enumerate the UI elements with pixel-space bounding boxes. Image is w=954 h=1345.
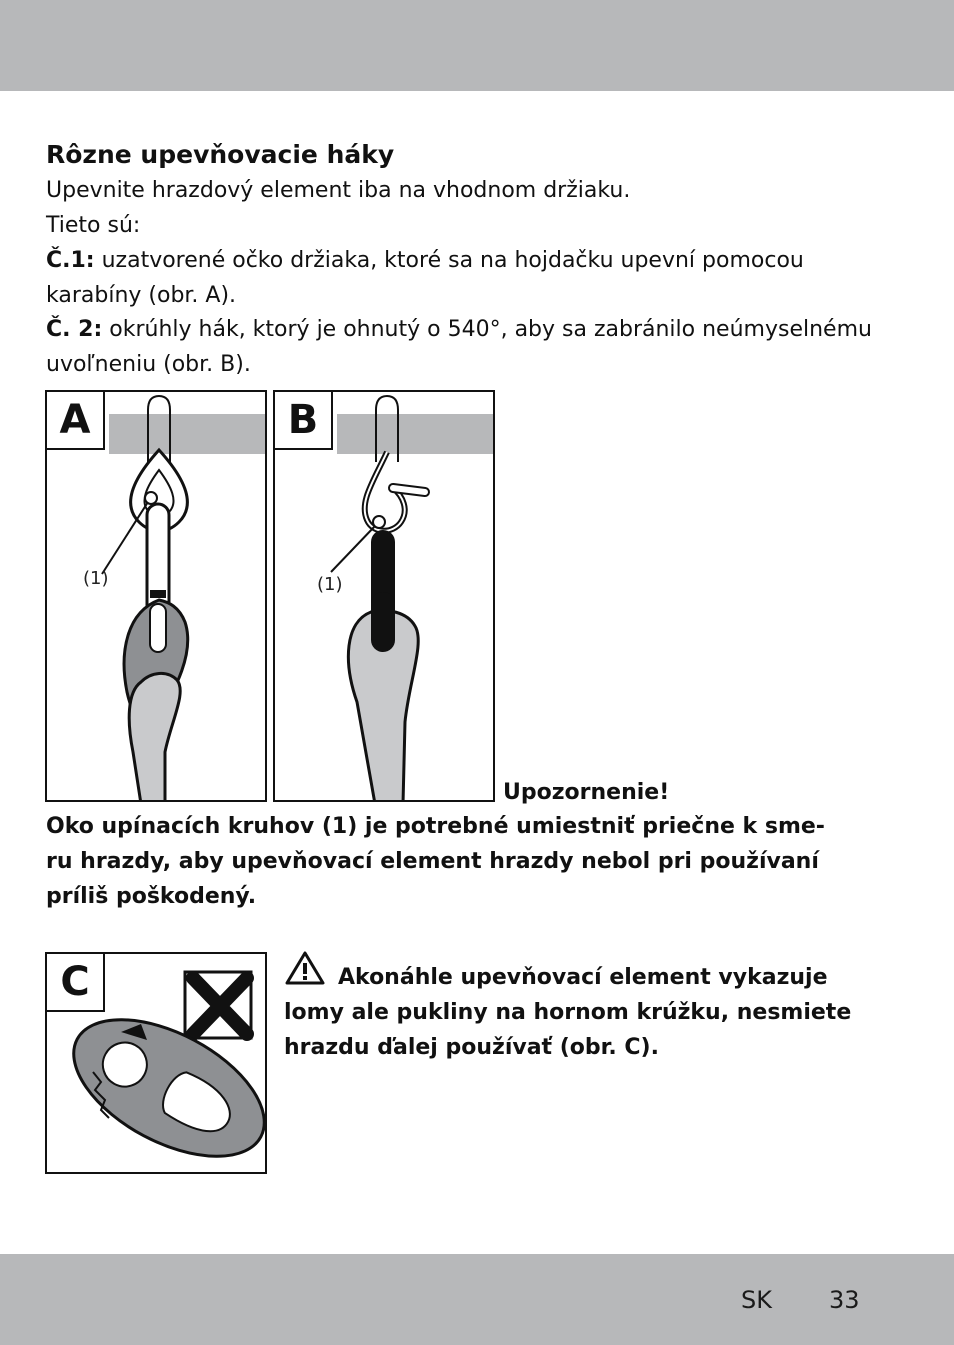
item-1-line-2: karabíny (obr. A).: [46, 283, 237, 308]
figure-c: [45, 952, 267, 1174]
figure-a-callout: (1): [83, 568, 109, 589]
notice-title: Upozornenie!: [503, 780, 670, 805]
figure-b-label: B: [275, 392, 333, 450]
item-2-line: [46, 313, 872, 347]
intro-line-2: Tieto sú:: [46, 213, 141, 238]
section-heading: Rôzne upevňovacie háky: [46, 140, 395, 169]
figure-c-label: C: [47, 954, 105, 1012]
figure-a-label: A: [47, 392, 105, 450]
item-2-text: okrúhly hák, ktorý je ohnutý o 540°, aby sa zabránilo neúmyselnému: [102, 317, 872, 342]
figure-a: [45, 390, 267, 802]
item-1-line: [46, 244, 804, 278]
item-2-line-2: uvoľneniu (obr. B).: [46, 352, 251, 377]
item-2-label: Č. 2:: [46, 317, 103, 342]
warning-text: [284, 960, 851, 1065]
figure-b-illustration: [275, 392, 495, 802]
figure-a-illustration: [47, 392, 267, 802]
page-number: 33: [829, 1286, 860, 1314]
warning-line-1: Akonáhle upevňovací element vykazuje: [338, 965, 828, 990]
figure-b: [273, 390, 495, 802]
notice-line-2: ru hrazdy, aby upevňovací element hrazdy nebol pri používaní: [46, 849, 819, 874]
intro-line-1: Upevnite hrazdový element iba na vhodnom držiaku.: [46, 178, 631, 203]
item-1-text: uzatvorené očko držiaka, ktoré sa na hojdačku upevní pomocou: [94, 248, 804, 273]
figure-b-callout: (1): [317, 574, 343, 595]
footer-language: SK: [741, 1286, 772, 1314]
warning-line-3: hrazdu ďalej používať (obr. C).: [284, 1035, 659, 1060]
warning-line-2: lomy ale pukliny na hornom krúžku, nesmiete: [284, 1000, 852, 1025]
footer-band: [0, 1254, 954, 1345]
item-1-label: Č.1:: [46, 248, 95, 273]
header-band: [0, 0, 954, 91]
notice-line-3: príliš poškodený.: [46, 884, 257, 909]
notice-line-1: Oko upínacích kruhov (1) je potrebné umiestniť priečne k sme-: [46, 814, 825, 839]
